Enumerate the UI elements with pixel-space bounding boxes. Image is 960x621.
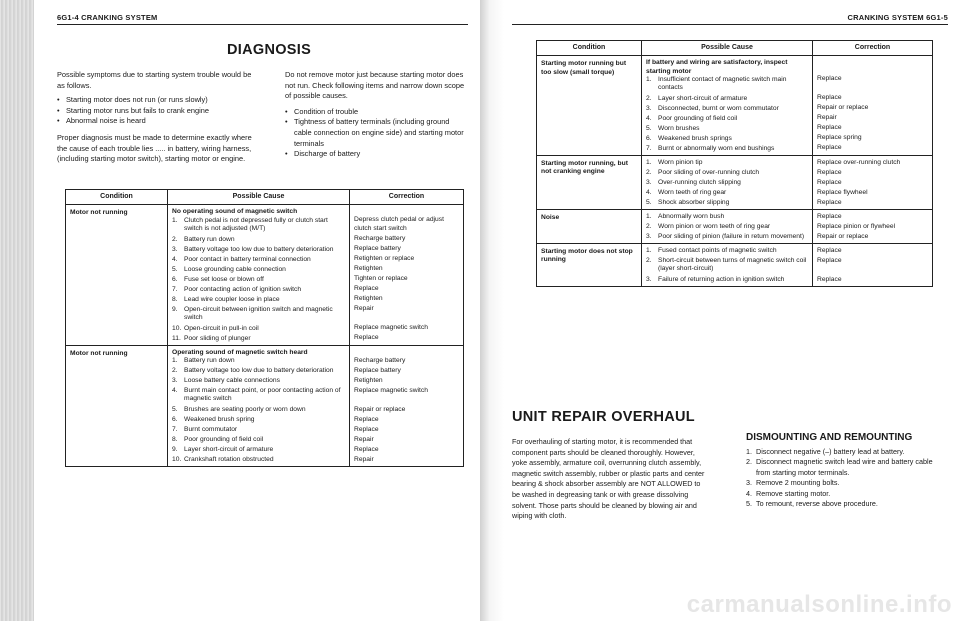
correction-item: Replace bbox=[817, 94, 842, 102]
correction-item: Replace battery bbox=[354, 366, 401, 374]
cause-item bbox=[646, 213, 808, 221]
left-header-rule bbox=[57, 24, 468, 25]
cause-item bbox=[646, 276, 808, 284]
cause-number: 2. bbox=[646, 256, 652, 264]
step-number: 1. bbox=[746, 447, 752, 456]
cause-text: Burnt commutator bbox=[184, 425, 238, 433]
correction-item: Repair or replace bbox=[817, 104, 869, 112]
correction-item: Retighten or replace bbox=[354, 255, 415, 263]
cause-item bbox=[172, 446, 345, 454]
cause-text: Open-circuit between ignition switch and magnetic switch bbox=[184, 305, 333, 321]
dismounting-steps bbox=[746, 447, 942, 509]
table-row bbox=[66, 205, 464, 345]
cause-number: 1. bbox=[646, 246, 652, 254]
correction-item: Repair bbox=[354, 455, 374, 463]
cause-number: 1. bbox=[172, 216, 178, 224]
cause-item bbox=[646, 199, 808, 207]
cause-number: 9. bbox=[172, 305, 178, 313]
step-number: 2. bbox=[746, 457, 752, 467]
correction-item: Repair bbox=[354, 305, 374, 313]
cause-number: 3. bbox=[172, 245, 178, 253]
cause-number: 7. bbox=[646, 144, 652, 152]
cause-item bbox=[172, 426, 345, 434]
condition-cell: Noise bbox=[537, 209, 642, 243]
cause-text: Worn pinion or worn teeth of ring gear bbox=[658, 222, 771, 230]
correction-item: Recharge battery bbox=[354, 356, 406, 364]
cause-text: Poor sliding of over-running clutch bbox=[658, 168, 760, 176]
cause-text: Layer short-circuit of armature bbox=[658, 94, 748, 102]
cause-item bbox=[172, 286, 345, 294]
correction-item: Retighten bbox=[354, 265, 383, 273]
cause-number: 5. bbox=[172, 265, 178, 273]
cause-number: 3. bbox=[646, 232, 652, 240]
table-row bbox=[537, 56, 933, 156]
step-text: Remove starting motor. bbox=[756, 488, 831, 498]
symptom-item: • Starting motor does not run (or runs slowly) bbox=[57, 95, 257, 106]
watermark: carmanualsonline.info bbox=[686, 591, 952, 618]
condition-cell: Starting motor running, but not cranking engine bbox=[537, 155, 642, 209]
correction-cell bbox=[813, 243, 933, 286]
cause-text: Crankshaft rotation obstructed bbox=[184, 455, 274, 463]
cause-number: 2. bbox=[646, 222, 652, 230]
cause-cell bbox=[642, 243, 813, 286]
intro-paragraph: Possible symptoms due to starting system trouble would be as follows. bbox=[57, 70, 252, 90]
cause-cell bbox=[642, 155, 813, 209]
correction-item: Repair or replace bbox=[354, 405, 406, 413]
cause-text: Clutch pedal is not depressed fully or clutch start switch is not adjusted (M/T) bbox=[184, 216, 328, 232]
table-row bbox=[537, 155, 933, 209]
header-correction: Correction bbox=[813, 41, 933, 56]
step-item bbox=[746, 457, 942, 478]
cause-text: Battery run down bbox=[184, 235, 235, 243]
cause-text: Brushes are seating poorly or worn down bbox=[184, 405, 306, 413]
cause-number: 5. bbox=[172, 405, 178, 413]
correction-cell bbox=[813, 209, 933, 243]
cause-number: 5. bbox=[646, 198, 652, 206]
header-possible-cause: Possible Cause bbox=[168, 190, 350, 205]
cause-item bbox=[172, 367, 345, 375]
cause-text: Loose battery cable connections bbox=[184, 376, 280, 384]
correction-item: Replace bbox=[354, 415, 379, 423]
page-binding-shadow bbox=[480, 0, 504, 621]
condition-cell: Motor not running bbox=[66, 345, 168, 466]
correction-item: Replace bbox=[817, 275, 842, 283]
cause-text: Loose grounding cable connection bbox=[184, 265, 286, 273]
cause-text: Poor sliding of plunger bbox=[184, 334, 251, 342]
correction-item: Replace bbox=[817, 246, 842, 254]
cause-item bbox=[646, 223, 808, 231]
step-number: 4. bbox=[746, 488, 752, 498]
cause-item bbox=[646, 169, 808, 177]
cause-subhead: Operating sound of magnetic switch heard bbox=[172, 348, 308, 356]
cause-number: 1. bbox=[646, 212, 652, 220]
cause-cell bbox=[642, 56, 813, 156]
cause-number: 4. bbox=[646, 188, 652, 196]
step-item bbox=[746, 478, 942, 488]
correction-item: Replace bbox=[354, 334, 379, 342]
correction-item: Tighten or replace bbox=[354, 275, 408, 283]
cause-item bbox=[646, 233, 808, 241]
correction-item: Retighten bbox=[354, 376, 383, 384]
check-list bbox=[285, 107, 468, 160]
cause-text: Disconnected, burnt or worn commutator bbox=[658, 104, 779, 112]
cause-text: Battery run down bbox=[184, 356, 235, 364]
check-item: • Condition of trouble bbox=[285, 107, 468, 118]
correction-item: Replace bbox=[817, 212, 842, 220]
cause-text: Worn pinion tip bbox=[658, 158, 703, 166]
cause-number: 10. bbox=[172, 455, 182, 463]
cause-item bbox=[646, 189, 808, 197]
cause-item bbox=[172, 335, 345, 343]
correction-item: Replace bbox=[817, 144, 842, 152]
cause-number: 1. bbox=[646, 75, 652, 83]
header-condition: Condition bbox=[66, 190, 168, 205]
condition-cell: Motor not running bbox=[66, 205, 168, 345]
cause-item bbox=[172, 256, 345, 264]
correction-item: Replace magnetic switch bbox=[354, 324, 428, 332]
header-correction: Correction bbox=[350, 190, 464, 205]
cause-text: Layer short-circuit of armature bbox=[184, 445, 274, 453]
step-text: Disconnect negative (–) battery lead at battery. bbox=[756, 447, 905, 456]
right-page-header: CRANKING SYSTEM 6G1-5 bbox=[847, 13, 948, 22]
correction-item: Replace bbox=[817, 178, 842, 186]
correction-cell bbox=[813, 56, 933, 156]
cause-item bbox=[646, 247, 808, 255]
cause-text: Short-circuit between turns of magnetic switch coil (layer short-circuit) bbox=[658, 256, 807, 273]
diagnosis-table-right bbox=[536, 40, 933, 287]
cause-number: 4. bbox=[646, 114, 652, 122]
dismounting-title: DISMOUNTING AND REMOUNTING bbox=[746, 432, 913, 443]
cause-item bbox=[172, 266, 345, 274]
unit-repair-body: For overhauling of starting motor, it is recommended that component parts should be cleaned thoroughly. However, yoke assembly, armature coil, overrunning clutch assembly, magnetic switch assembly, rubber or plastic parts and center bearing & shock absorber assembly are NOT ALLOWED to be washed in degreasing tank or with grease dissolving solvent. Those parts should be cleaned by blowing air and wiping with cloth. bbox=[512, 437, 705, 521]
cause-item bbox=[646, 135, 808, 143]
left-page-header: 6G1-4 CRANKING SYSTEM bbox=[57, 13, 158, 22]
cause-item bbox=[172, 406, 345, 414]
cause-item bbox=[646, 159, 808, 167]
cause-number: 1. bbox=[646, 158, 652, 166]
cause-number: 3. bbox=[646, 178, 652, 186]
cause-text: Battery voltage too low due to battery deterioration bbox=[184, 366, 334, 374]
correction-item: Retighten bbox=[354, 295, 383, 303]
cause-number: 7. bbox=[172, 285, 178, 293]
cause-item bbox=[172, 416, 345, 424]
cause-number: 7. bbox=[172, 425, 178, 433]
cause-item bbox=[172, 436, 345, 444]
table-header-row bbox=[66, 190, 464, 205]
check-item: • Tightness of battery terminals (including ground cable connection on engine side) and starting motor terminals bbox=[285, 117, 468, 149]
cause-item bbox=[172, 276, 345, 284]
cause-text: Poor contacting action of ignition switch bbox=[184, 285, 302, 293]
table-row bbox=[66, 345, 464, 466]
cause-number: 6. bbox=[172, 415, 178, 423]
cause-text: Weakened brush spring bbox=[184, 415, 255, 423]
step-number: 5. bbox=[746, 499, 752, 509]
correction-item: Replace pinion or flywheel bbox=[817, 222, 896, 230]
cause-text: Shock absorber slipping bbox=[658, 198, 730, 206]
cause-item bbox=[172, 246, 345, 254]
cause-number: 6. bbox=[646, 134, 652, 142]
cause-item bbox=[172, 377, 345, 385]
cause-text: Poor contact in battery terminal connection bbox=[184, 255, 311, 263]
diagnosis-title: DIAGNOSIS bbox=[227, 42, 312, 58]
cause-text: Insufficient contact of magnetic switch main contacts bbox=[658, 75, 787, 92]
cause-item bbox=[172, 296, 345, 304]
cause-text: Worn teeth of ring gear bbox=[658, 188, 727, 196]
cause-text: Poor sliding of pinion (failure in return movement) bbox=[658, 232, 805, 240]
cause-item bbox=[172, 387, 345, 404]
cause-number: 2. bbox=[646, 168, 652, 176]
header-possible-cause: Possible Cause bbox=[642, 41, 813, 56]
diagnosis-intro-col1 bbox=[57, 70, 257, 165]
table-row bbox=[537, 243, 933, 286]
cause-number: 6. bbox=[172, 275, 178, 283]
correction-cell bbox=[350, 205, 464, 345]
step-text: Disconnect magnetic switch lead wire and battery cable from starting motor terminals. bbox=[756, 457, 933, 477]
unit-repair-title: UNIT REPAIR OVERHAUL bbox=[512, 409, 695, 425]
condition-cell: Starting motor does not stop running bbox=[537, 243, 642, 286]
cause-number: 8. bbox=[172, 295, 178, 303]
cause-cell bbox=[642, 209, 813, 243]
cause-item bbox=[172, 357, 345, 365]
cause-item bbox=[172, 456, 345, 464]
cause-number: 4. bbox=[172, 386, 178, 394]
correction-item: Replace over-running clutch bbox=[817, 158, 901, 166]
correction-item: Replace battery bbox=[354, 245, 401, 253]
cause-item bbox=[646, 179, 808, 187]
correction-item: Replace bbox=[817, 256, 842, 264]
cause-text: Poor grounding of field coil bbox=[658, 114, 738, 122]
cause-number: 1. bbox=[172, 356, 178, 364]
cause-number: 2. bbox=[172, 235, 178, 243]
correction-item: Replace bbox=[817, 168, 842, 176]
correction-item: Recharge battery bbox=[354, 235, 406, 243]
cause-number: 9. bbox=[172, 445, 178, 453]
cause-text: Burnt main contact point, or poor contacting action of magnetic switch bbox=[184, 386, 341, 403]
cause-text: Battery voltage too low due to battery deterioration bbox=[184, 245, 334, 253]
page-binding-shadow bbox=[0, 0, 34, 621]
symptom-item: • Starting motor runs but fails to crank engine bbox=[57, 106, 257, 117]
cause-number: 8. bbox=[172, 435, 178, 443]
cause-text: Worn brushes bbox=[658, 124, 700, 132]
correction-item: Depress clutch pedal or adjust clutch start switch bbox=[354, 216, 444, 232]
correction-item: Repair bbox=[817, 114, 837, 122]
cause-subhead: No operating sound of magnetic switch bbox=[172, 208, 298, 216]
cause-cell bbox=[168, 345, 350, 466]
cause-number: 3. bbox=[646, 104, 652, 112]
step-text: Remove 2 mounting bolts. bbox=[756, 478, 840, 488]
cause-item bbox=[646, 115, 808, 123]
step-number: 3. bbox=[746, 478, 752, 488]
diagnosis-table-left bbox=[65, 189, 464, 467]
cause-number: 3. bbox=[172, 376, 178, 384]
correction-item: Repair or replace bbox=[817, 232, 869, 240]
cause-subhead: If battery and wiring are satisfactory, inspect starting motor bbox=[646, 59, 788, 75]
cause-number: 2. bbox=[646, 94, 652, 102]
diagnosis-intro-col2 bbox=[285, 70, 468, 160]
correction-cell bbox=[813, 155, 933, 209]
step-item bbox=[746, 447, 942, 457]
cause-number: 3. bbox=[646, 275, 652, 283]
table-row bbox=[537, 209, 933, 243]
right-page bbox=[480, 0, 960, 621]
correction-item: Repair bbox=[354, 435, 374, 443]
cause-item bbox=[646, 76, 808, 93]
cause-number: 5. bbox=[646, 124, 652, 132]
cause-text: Open-circuit in pull-in coil bbox=[184, 324, 259, 332]
table-header-row bbox=[537, 41, 933, 56]
cause-item bbox=[646, 105, 808, 113]
correction-item: Replace bbox=[817, 124, 842, 132]
correction-item: Replace bbox=[817, 75, 842, 83]
correction-item: Replace bbox=[354, 425, 379, 433]
condition-cell: Starting motor running but too slow (small torque) bbox=[537, 56, 642, 156]
cause-number: 4. bbox=[172, 255, 178, 263]
cause-cell bbox=[168, 205, 350, 345]
cause-item bbox=[646, 145, 808, 153]
step-item bbox=[746, 499, 942, 509]
cause-text: Poor grounding of field coil bbox=[184, 435, 264, 443]
correction-cell bbox=[350, 345, 464, 466]
correction-item: Replace bbox=[354, 285, 379, 293]
cause-text: Fuse set loose or blown off bbox=[184, 275, 264, 283]
correction-item: Replace bbox=[354, 445, 379, 453]
cause-text: Lead wire coupler loose in place bbox=[184, 295, 280, 303]
cause-item bbox=[646, 95, 808, 103]
intro-paragraph: Do not remove motor just because starting motor does not run. Check following items and narrow down scope of possible causes. bbox=[285, 70, 465, 101]
cause-item bbox=[646, 257, 808, 274]
cause-text: Abnormally worn bush bbox=[658, 212, 725, 220]
cause-item bbox=[646, 125, 808, 133]
cause-number: 2. bbox=[172, 366, 178, 374]
check-item: • Discharge of battery bbox=[285, 149, 468, 160]
symptom-item: • Abnormal noise is heard bbox=[57, 116, 257, 127]
cause-text: Fused contact points of magnetic switch bbox=[658, 246, 777, 254]
intro-paragraph: Proper diagnosis must be made to determine exactly where the cause of each trouble lies ..... in battery, wiring harness, (including starting motor switch), starting motor or engine. bbox=[57, 132, 252, 164]
cause-item bbox=[172, 325, 345, 333]
header-condition: Condition bbox=[537, 41, 642, 56]
cause-item bbox=[172, 306, 345, 323]
correction-item: Replace magnetic switch bbox=[354, 386, 428, 394]
cause-text: Over-running clutch slipping bbox=[658, 178, 741, 186]
cause-text: Failure of returning action in ignition switch bbox=[658, 275, 785, 283]
step-item bbox=[746, 489, 942, 499]
cause-number: 10. bbox=[172, 324, 182, 332]
cause-text: Burnt or abnormally worn end bushings bbox=[658, 144, 775, 152]
correction-item: Replace spring bbox=[817, 134, 862, 142]
cause-text: Weakened brush springs bbox=[658, 134, 732, 142]
correction-item: Replace bbox=[817, 198, 842, 206]
cause-item bbox=[172, 217, 345, 234]
cause-item bbox=[172, 236, 345, 244]
step-text: To remount, reverse above procedure. bbox=[756, 499, 878, 509]
symptom-list bbox=[57, 95, 257, 127]
cause-number: 11. bbox=[172, 334, 181, 342]
correction-item: Replace flywheel bbox=[817, 188, 868, 196]
right-header-rule bbox=[512, 24, 948, 25]
